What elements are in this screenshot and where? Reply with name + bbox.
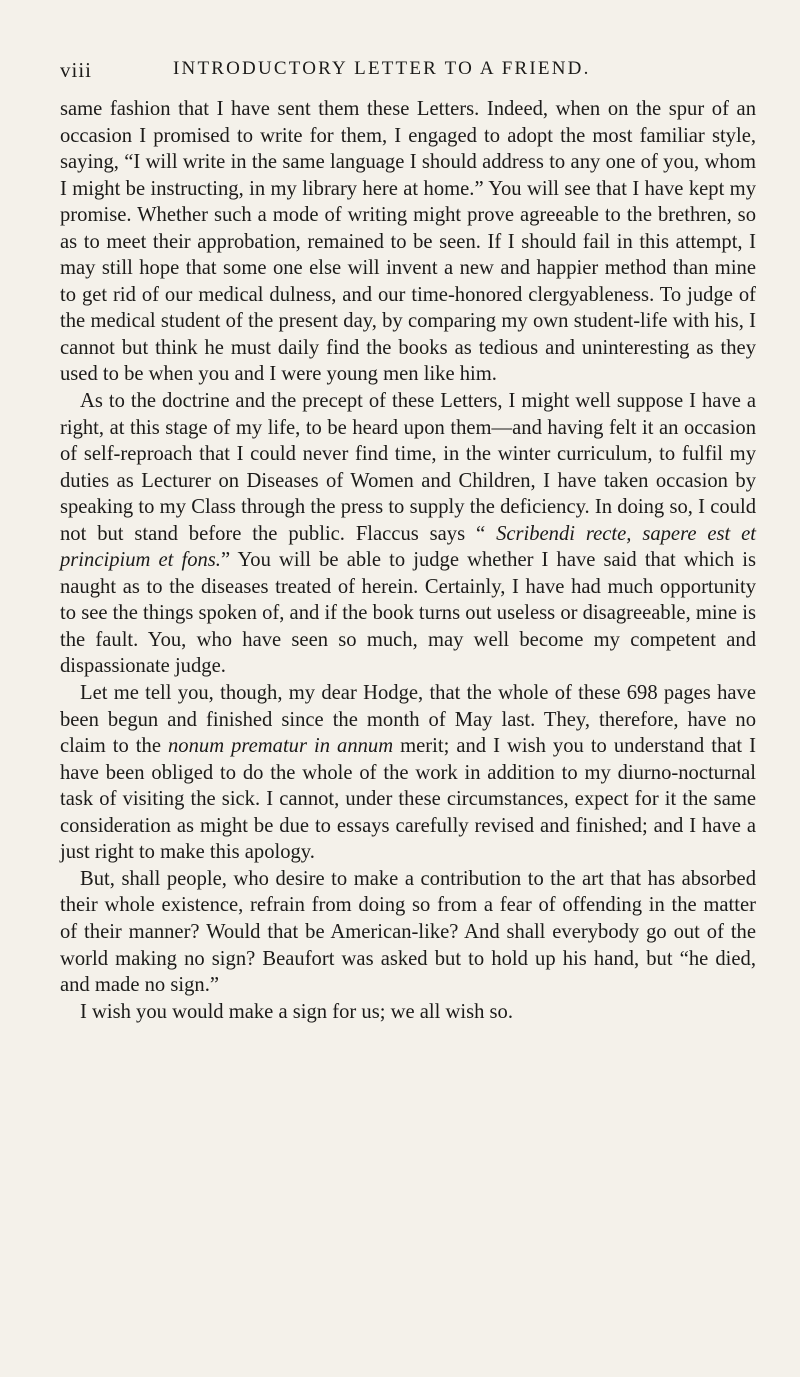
paragraph-2-text-a: As to the doctrine and the precept of these Letters, I might well suppose I have a right, at this stage of my life, to be heard upon them—and having felt it an occasion of self-reproach that I could never find time, in the winter curriculum, to fulfil my duties as Lecturer on Diseases of Women and Children, I have taken occasion by speaking to my Class through the press to supply the deficiency. In doing so, I could not but stand before the public. Flaccus says “: [60, 390, 756, 545]
paragraph-2-text-b: ” You will be able to judge whether I have said that which is naught as to the diseases treated of herein. Certainly, I have had much opportunity to see the things spoken of, and if the book turns out useless or disagreeable, mine is the fault. You, who have seen so much, may well become my competent and dispassionate judge.: [60, 549, 756, 678]
paragraph-3: [60, 680, 756, 866]
running-head: INTRODUCTORY LETTER TO A FRIEND.: [173, 58, 591, 79]
paragraph-4: [60, 866, 756, 999]
paragraph-1: [60, 96, 756, 388]
paragraph-1-text: same fashion that I have sent them these Letters. Indeed, when on the spur of an occasion I promised to write for them, I engaged to adopt the most familiar style, saying, “I will write in the same language I should address to any one of you, whom I might be instructing, in my library here at home.” You will see that I have kept my promise. Whether such a mode of writing might prove agreeable to the brethren, so as to meet their approbation, remained to be seen. If I should fail in this attempt, I may still hope that some one else will invent a new and happier method than mine to get rid of our medical dulness, and our time-honored clergyableness. To judge of the medical student of the present day, by comparing my own student-life with his, I cannot but think he must daily find the books as tedious and uninteresting as they used to be when you and I were young men like him.: [60, 98, 756, 386]
body-text: [60, 96, 756, 1025]
page-header: [60, 58, 750, 86]
paragraph-5: [60, 999, 756, 1026]
latin-phrase: nonum prematur in annum: [168, 735, 394, 758]
paragraph-3-text-b: merit; and I wish you to understand that I have been obliged to do the whole of the work in addition to my diurno-nocturnal task of visiting the sick. I cannot, under these circumstances, expect for it the same consideration as might be due to essays carefully revised and finished; and I have a just right to make this apology.: [60, 735, 756, 864]
latin-quotation: Scribendi recte, sapere est et principium et fons.: [60, 522, 756, 572]
paragraph-3-text-a: Let me tell you, though, my dear Hodge, that the whole of these 698 pages have been begun and finished since the month of May last. They, therefore, have no claim to the: [60, 682, 756, 758]
paragraph-2: [60, 388, 756, 680]
paragraph-5-text: I wish you would make a sign for us; we all wish so.: [80, 1000, 513, 1023]
page-number: viii: [60, 58, 93, 82]
paragraph-4-text: But, shall people, who desire to make a contribution to the art that has absorbed their whole existence, refrain from doing so from a fear of offending in the matter of their manner? Would that be American-like? And shall everybody go out of the world making no sign? Beaufort was asked but to hold up his hand, but “he died, and made no sign.”: [60, 867, 756, 997]
